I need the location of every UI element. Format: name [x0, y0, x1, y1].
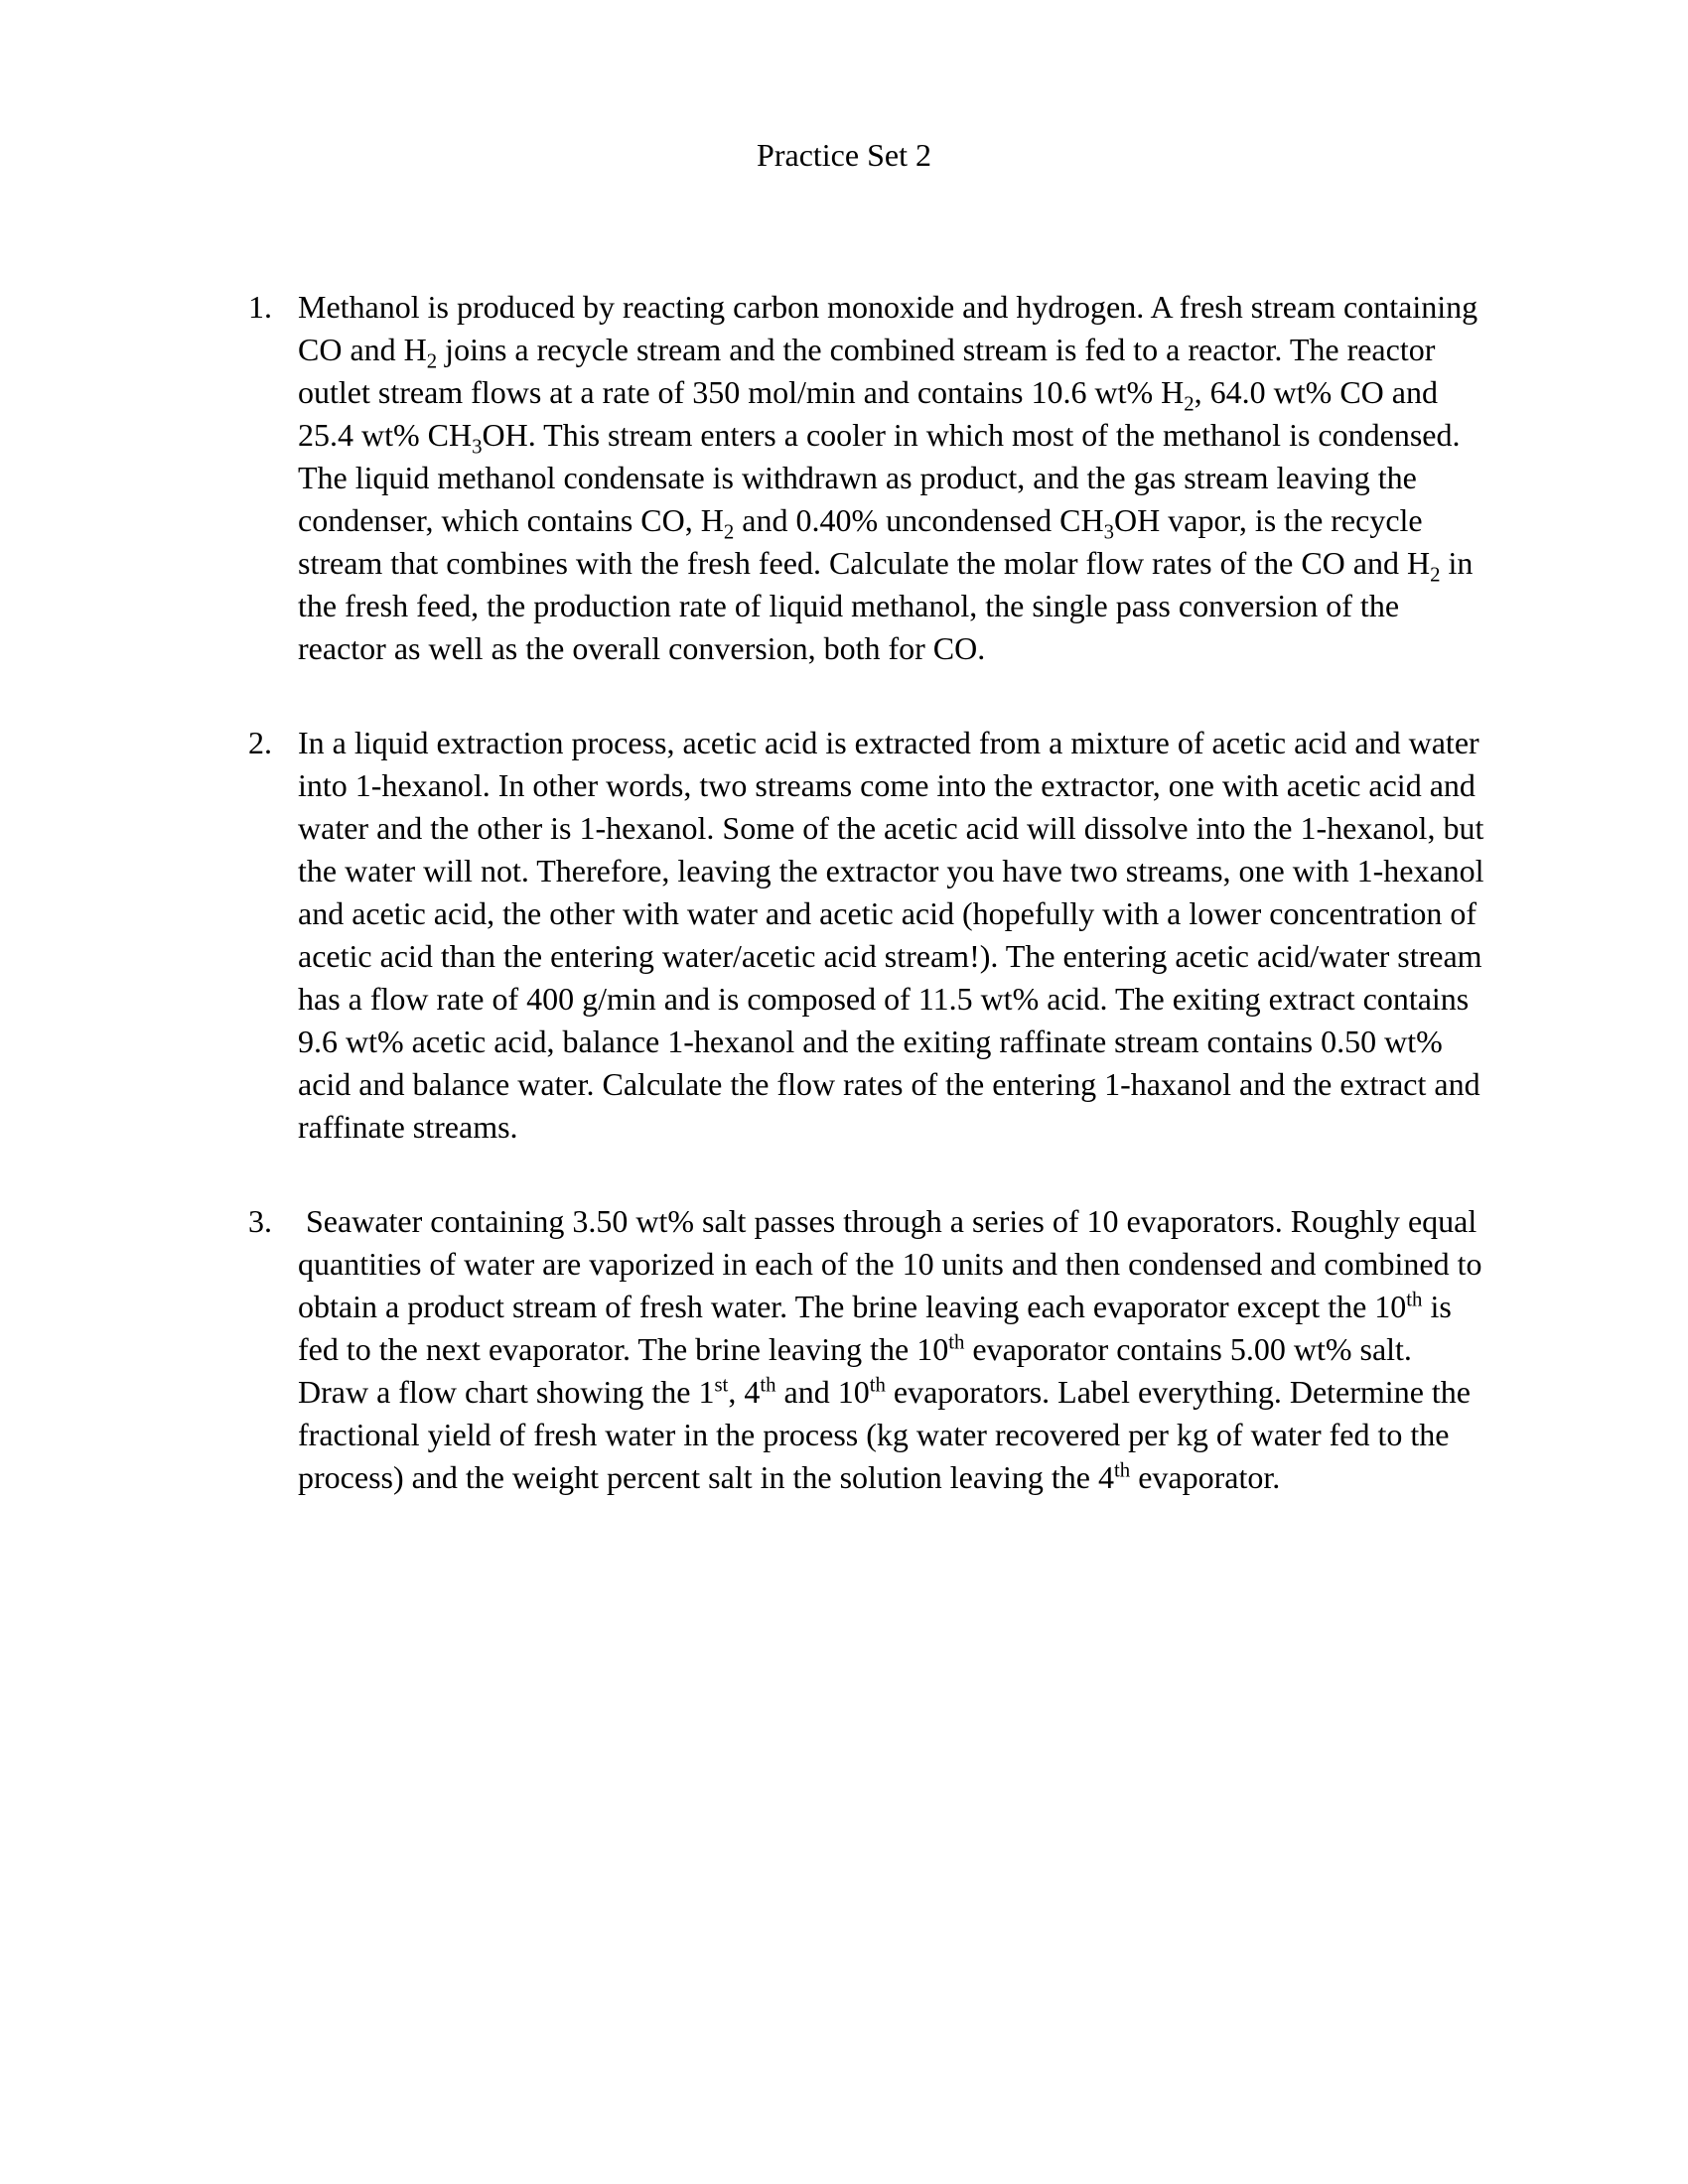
- problem-2-text: In a liquid extraction process, acetic acid is extracted from a mixture of acetic acid and water into 1-hexanol. In other words, two streams come into the extractor, one with acetic acid and water and the other is 1-hexanol. Some of the acetic acid will dissolve into the 1-hexanol, but the water will not. Therefore, leaving the extractor you have two streams, one with 1-hexanol and acetic acid, the other with water and acetic acid (hopefully with a lower concentration of acetic acid than the entering water/acetic acid stream!). The entering acetic acid/water stream has a flow rate of 400 g/min and is composed of 11.5 wt% acid. The exiting extract contains 9.6 wt% acetic acid, balance 1-hexanol and the exiting raffinate stream contains 0.50 wt% acid and balance water. Calculate the flow rates of the entering 1-haxanol and the extract and raffinate streams.: [298, 725, 1484, 1145]
- page-title: Practice Set 2: [757, 137, 931, 173]
- problem-3-text: Seawater containing 3.50 wt% salt passes through a series of 10 evaporators. Roughly equal quantities of water are vaporized in each of the 10 units and then condensed and combined to obtain a product stream of fresh water. The brine leaving each evaporator except the 10th is fed to the next evaporator. The brine leaving the 10th evaporator contains 5.00 wt% salt. Draw a flow chart showing the 1st, 4th and 10th evaporators. Label everything. Determine the fractional yield of fresh water in the process (kg water recovered per kg of water fed to the process) and the weight percent salt in the solution leaving the 4th evaporator.: [298, 1203, 1482, 1495]
- problem-3: [248, 1200, 1489, 1499]
- problem-1-number: 1.: [248, 289, 272, 325]
- problem-2-number: 2.: [248, 725, 272, 760]
- problem-1-text: Methanol is produced by reacting carbon monoxide and hydrogen. A fresh stream containing CO and $H_2$ joins a recycle stream and the combined stream is fed to a reactor. The reactor outlet stream flows at a rate of 350 mol/min and contains 10.6 wt% $H_2$, 64.0 wt% CO and 25.4 wt% $CH_3OH$. This stream enters a cooler in which most of the methanol is condensed. The liquid methanol condensate is withdrawn as product, and the gas stream leaving the condenser, which contains CO, $H_2$ and 0.40% uncondensed $CH_3OH$ vapor, is the recycle stream that combines with the fresh feed. Calculate the molar flow rates of the CO and $H_2$ in the fresh feed, the production rate of liquid methanol, the single pass conversion of the reactor as well as the overall conversion, both for CO.: [298, 289, 1478, 666]
- problem-1: [248, 286, 1489, 670]
- problem-2: [248, 722, 1489, 1149]
- problem-3-number: 3.: [248, 1203, 272, 1239]
- problem-list: [248, 286, 1489, 1499]
